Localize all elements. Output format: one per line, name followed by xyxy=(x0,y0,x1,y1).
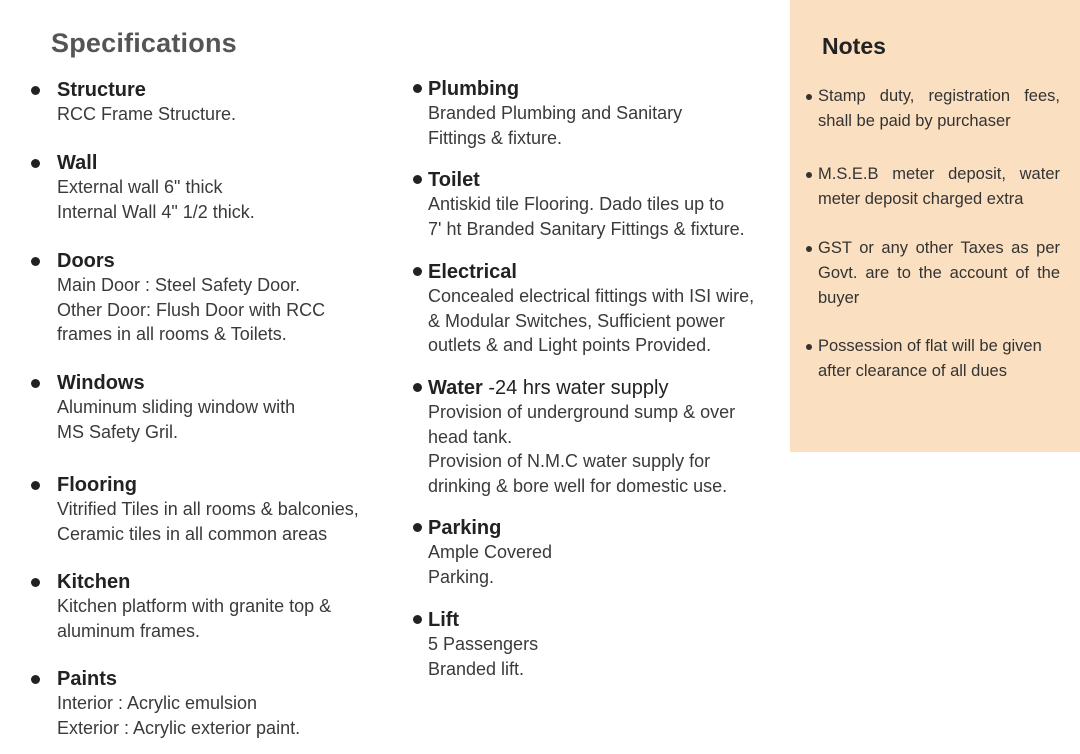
spec-detail-line: Internal Wall 4" 1/2 thick. xyxy=(57,201,255,222)
spec-title-text: Flooring xyxy=(57,474,137,496)
spec-item-lift xyxy=(428,608,538,681)
spec-item-electrical xyxy=(428,260,754,358)
spec-detail-line: frames in all rooms & Toilets. xyxy=(57,324,287,344)
spec-title-structure xyxy=(57,78,236,102)
bullet-icon xyxy=(31,675,40,684)
spec-detail-line: Provision of N.M.C water supply for xyxy=(428,451,711,471)
spec-detail-line: External wall 6" thick xyxy=(57,177,223,197)
spec-item-parking xyxy=(428,516,552,589)
notes-panel xyxy=(790,0,1080,452)
bullet-icon xyxy=(806,94,812,100)
spec-detail-line: Antiskid tile Flooring. Dado tiles up to xyxy=(428,194,725,214)
spec-detail-line: Other Door: Flush Door with RCC xyxy=(57,299,326,320)
spec-title-kitchen xyxy=(57,570,331,594)
spec-title-text: Doors xyxy=(57,250,115,272)
spec-title-doors xyxy=(57,249,325,273)
spec-detail-line: Kitchen platform with granite top & xyxy=(57,596,332,616)
spec-detail-line: outlets & and Light points Provided. xyxy=(428,335,712,355)
spec-title-windows xyxy=(57,371,295,395)
spec-detail-line: head tank. xyxy=(428,426,513,447)
bullet-icon xyxy=(413,615,422,624)
spec-detail-line: & Modular Switches, Sufficient power xyxy=(428,310,725,331)
note-line: GST or any other Taxes as per xyxy=(818,239,1060,257)
spec-detail-line: Branded Plumbing and Sanitary xyxy=(428,103,683,123)
bullet-icon xyxy=(31,257,40,266)
spec-item-paints xyxy=(57,667,300,740)
note-item xyxy=(818,236,1060,311)
spec-item-structure xyxy=(57,78,236,127)
spec-detail-line: MS Safety Gril. xyxy=(57,421,179,442)
bullet-icon xyxy=(31,159,40,168)
note-line: after clearance of all dues xyxy=(818,362,1007,380)
spec-title-text: Plumbing xyxy=(428,78,520,100)
spec-detail-line: 5 Passengers xyxy=(428,634,539,654)
bullet-icon xyxy=(31,86,40,95)
spec-item-wall xyxy=(57,151,255,224)
spec-title-text: Structure xyxy=(57,79,146,101)
spec-detail-line: aluminum frames. xyxy=(57,620,201,641)
spec-detail-line: Parking. xyxy=(428,566,495,587)
note-line: meter deposit charged extra xyxy=(818,190,1024,208)
bullet-icon xyxy=(413,267,422,276)
spec-detail-line: Vitrified Tiles in all rooms & balconies, xyxy=(57,499,359,519)
bullet-icon xyxy=(413,383,422,392)
spec-title-flooring xyxy=(57,473,359,497)
spec-item-toilet xyxy=(428,168,745,241)
notes-heading: Notes xyxy=(822,33,886,59)
spec-detail-line: Aluminum sliding window with xyxy=(57,397,296,417)
spec-title-lift xyxy=(428,608,538,632)
spec-title-water xyxy=(428,376,735,400)
spec-title-text: Paints xyxy=(57,668,118,690)
spec-detail-line: Main Door : Steel Safety Door. xyxy=(57,275,301,295)
spec-title-parking xyxy=(428,516,552,540)
spec-detail-line: Exterior : Acrylic exterior paint. xyxy=(57,717,301,738)
spec-title-text: Water xyxy=(428,377,483,399)
spec-item-kitchen xyxy=(57,570,331,643)
note-item xyxy=(818,334,1060,384)
spec-detail-line: Fittings & fixture. xyxy=(428,127,563,148)
spec-title-text: Toilet xyxy=(428,169,480,191)
spec-title-text: Lift xyxy=(428,609,460,631)
spec-item-flooring xyxy=(57,473,359,546)
spec-detail-line: Concealed electrical fittings with ISI wire, xyxy=(428,286,755,306)
spec-title-toilet xyxy=(428,168,745,192)
bullet-icon xyxy=(31,481,40,490)
spec-detail-line: RCC Frame Structure. xyxy=(57,104,237,124)
note-line: Stamp duty, registration fees, xyxy=(818,87,1060,105)
spec-title-paints xyxy=(57,667,300,691)
spec-title-text: Electrical xyxy=(428,261,517,283)
note-line: M.S.E.B meter deposit, water xyxy=(818,165,1060,183)
spec-title-plumbing xyxy=(428,77,682,101)
spec-detail-line: Interior : Acrylic emulsion xyxy=(57,693,258,713)
spec-title-text: Parking xyxy=(428,517,502,539)
spec-title-wall xyxy=(57,151,255,175)
spec-title-text: Kitchen xyxy=(57,571,131,593)
note-line: shall be paid by purchaser xyxy=(818,112,1011,130)
note-line: Possession of flat will be given xyxy=(818,337,1042,355)
spec-detail-line: Branded lift. xyxy=(428,658,525,679)
bullet-icon xyxy=(31,379,40,388)
note-item xyxy=(818,162,1060,212)
spec-item-doors xyxy=(57,249,325,347)
bullet-icon xyxy=(806,344,812,350)
specifications-heading: Specifications xyxy=(51,28,237,58)
spec-title-suffix: -24 hrs water supply xyxy=(482,377,669,399)
spec-item-windows xyxy=(57,371,295,444)
bullet-icon xyxy=(806,246,812,252)
spec-title-text: Windows xyxy=(57,372,145,394)
note-line: buyer xyxy=(818,289,860,307)
bullet-icon xyxy=(413,175,422,184)
bullet-icon xyxy=(806,172,812,178)
spec-item-water xyxy=(428,376,735,498)
spec-detail-line: Provision of underground sump & over xyxy=(428,402,736,422)
spec-title-electrical xyxy=(428,260,754,284)
spec-detail-line: 7' ht Branded Sanitary Fittings & fixture. xyxy=(428,218,745,239)
bullet-icon xyxy=(31,578,40,587)
spec-detail-line: drinking & bore well for domestic use. xyxy=(428,475,728,496)
note-line: Govt. are to the account of the xyxy=(818,264,1060,282)
bullet-icon xyxy=(413,523,422,532)
spec-detail-line: Ample Covered xyxy=(428,542,553,562)
spec-title-text: Wall xyxy=(57,152,98,174)
note-item xyxy=(818,84,1060,134)
bullet-icon xyxy=(413,84,422,93)
spec-detail-line: Ceramic tiles in all common areas xyxy=(57,523,328,544)
spec-item-plumbing xyxy=(428,77,682,150)
